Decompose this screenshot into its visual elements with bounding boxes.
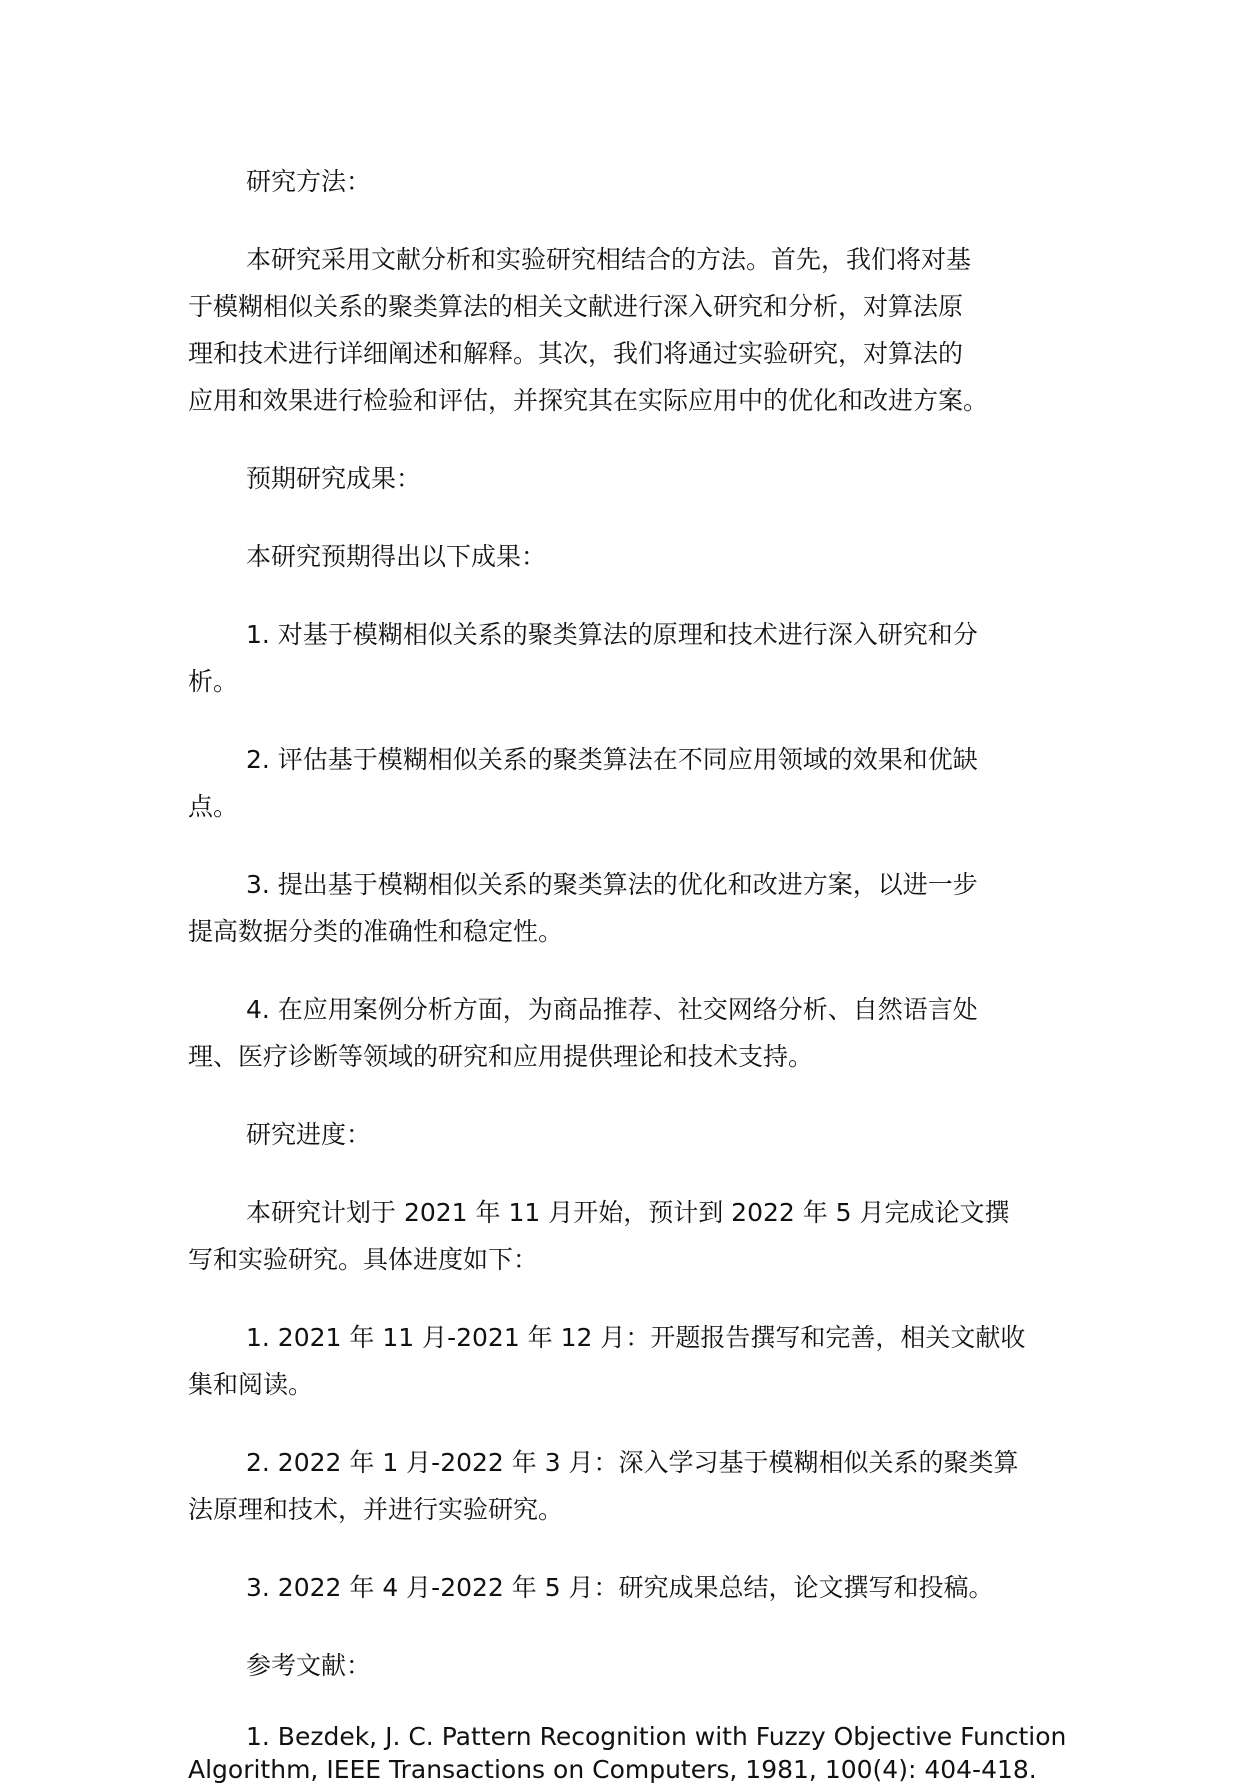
progress-heading: 研究进度： bbox=[246, 1120, 372, 1149]
outcome-item bbox=[188, 736, 1060, 830]
progress-line: 法原理和技术，并进行实验研究。 bbox=[188, 1495, 564, 1524]
progress-item bbox=[188, 1314, 1060, 1408]
progress-line: 2. 2022 年 1 月-2022 年 3 月：深入学习基于模糊相似关系的聚类算 bbox=[246, 1448, 1019, 1477]
reference-item bbox=[188, 1720, 1067, 1786]
methods-line: 理和技术进行详细阐述和解释。其次，我们将通过实验研究，对算法的 bbox=[188, 339, 964, 368]
outcomes-heading: 预期研究成果： bbox=[246, 464, 422, 493]
outcome-line: 提高数据分类的准确性和稳定性。 bbox=[188, 917, 564, 946]
references-heading: 参考文献： bbox=[246, 1651, 372, 1680]
document-body bbox=[188, 158, 1067, 1786]
methods-paragraph bbox=[188, 236, 1060, 424]
outcome-item bbox=[188, 986, 1060, 1080]
progress-item bbox=[188, 1564, 1060, 1611]
reference-line: 1. Bezdek, J. C. Pattern Recognition with Fuzzy Objective Function bbox=[246, 1722, 1067, 1751]
progress-line: 1. 2021 年 11 月-2021 年 12 月：开题报告撰写和完善，相关文献收 bbox=[246, 1323, 1026, 1352]
progress-line: 3. 2022 年 4 月-2022 年 5 月：研究成果总结，论文撰写和投稿。 bbox=[246, 1573, 994, 1602]
methods-line: 本研究采用文献分析和实验研究相结合的方法。首先，我们将对基 bbox=[246, 245, 972, 274]
reference-line: Algorithm, IEEE Transactions on Computers, 1981, 100(4): 404-418. bbox=[188, 1755, 1037, 1784]
methods-line: 于模糊相似关系的聚类算法的相关文献进行深入研究和分析，对算法原 bbox=[188, 292, 964, 321]
outcomes-intro: 本研究预期得出以下成果： bbox=[246, 542, 547, 571]
outcome-item bbox=[188, 861, 1060, 955]
methods-heading: 研究方法： bbox=[246, 167, 372, 196]
outcome-line: 1. 对基于模糊相似关系的聚类算法的原理和技术进行深入研究和分 bbox=[246, 620, 978, 649]
progress-intro bbox=[188, 1189, 1060, 1283]
progress-intro-line: 写和实验研究。具体进度如下： bbox=[188, 1245, 539, 1274]
outcome-line: 4. 在应用案例分析方面，为商品推荐、社交网络分析、自然语言处 bbox=[246, 995, 978, 1024]
progress-intro-line: 本研究计划于 2021 年 11 月开始，预计到 2022 年 5 月完成论文撰 bbox=[246, 1198, 1010, 1227]
outcome-line: 理、医疗诊断等领域的研究和应用提供理论和技术支持。 bbox=[188, 1042, 814, 1071]
outcome-line: 2. 评估基于模糊相似关系的聚类算法在不同应用领域的效果和优缺 bbox=[246, 745, 978, 774]
outcome-item bbox=[188, 611, 1060, 705]
outcome-line: 3. 提出基于模糊相似关系的聚类算法的优化和改进方案，以进一步 bbox=[246, 870, 978, 899]
methods-line: 应用和效果进行检验和评估，并探究其在实际应用中的优化和改进方案。 bbox=[188, 386, 989, 415]
outcome-line: 点。 bbox=[188, 792, 239, 821]
progress-item bbox=[188, 1439, 1060, 1533]
outcome-line: 析。 bbox=[188, 667, 239, 696]
progress-line: 集和阅读。 bbox=[188, 1370, 314, 1399]
